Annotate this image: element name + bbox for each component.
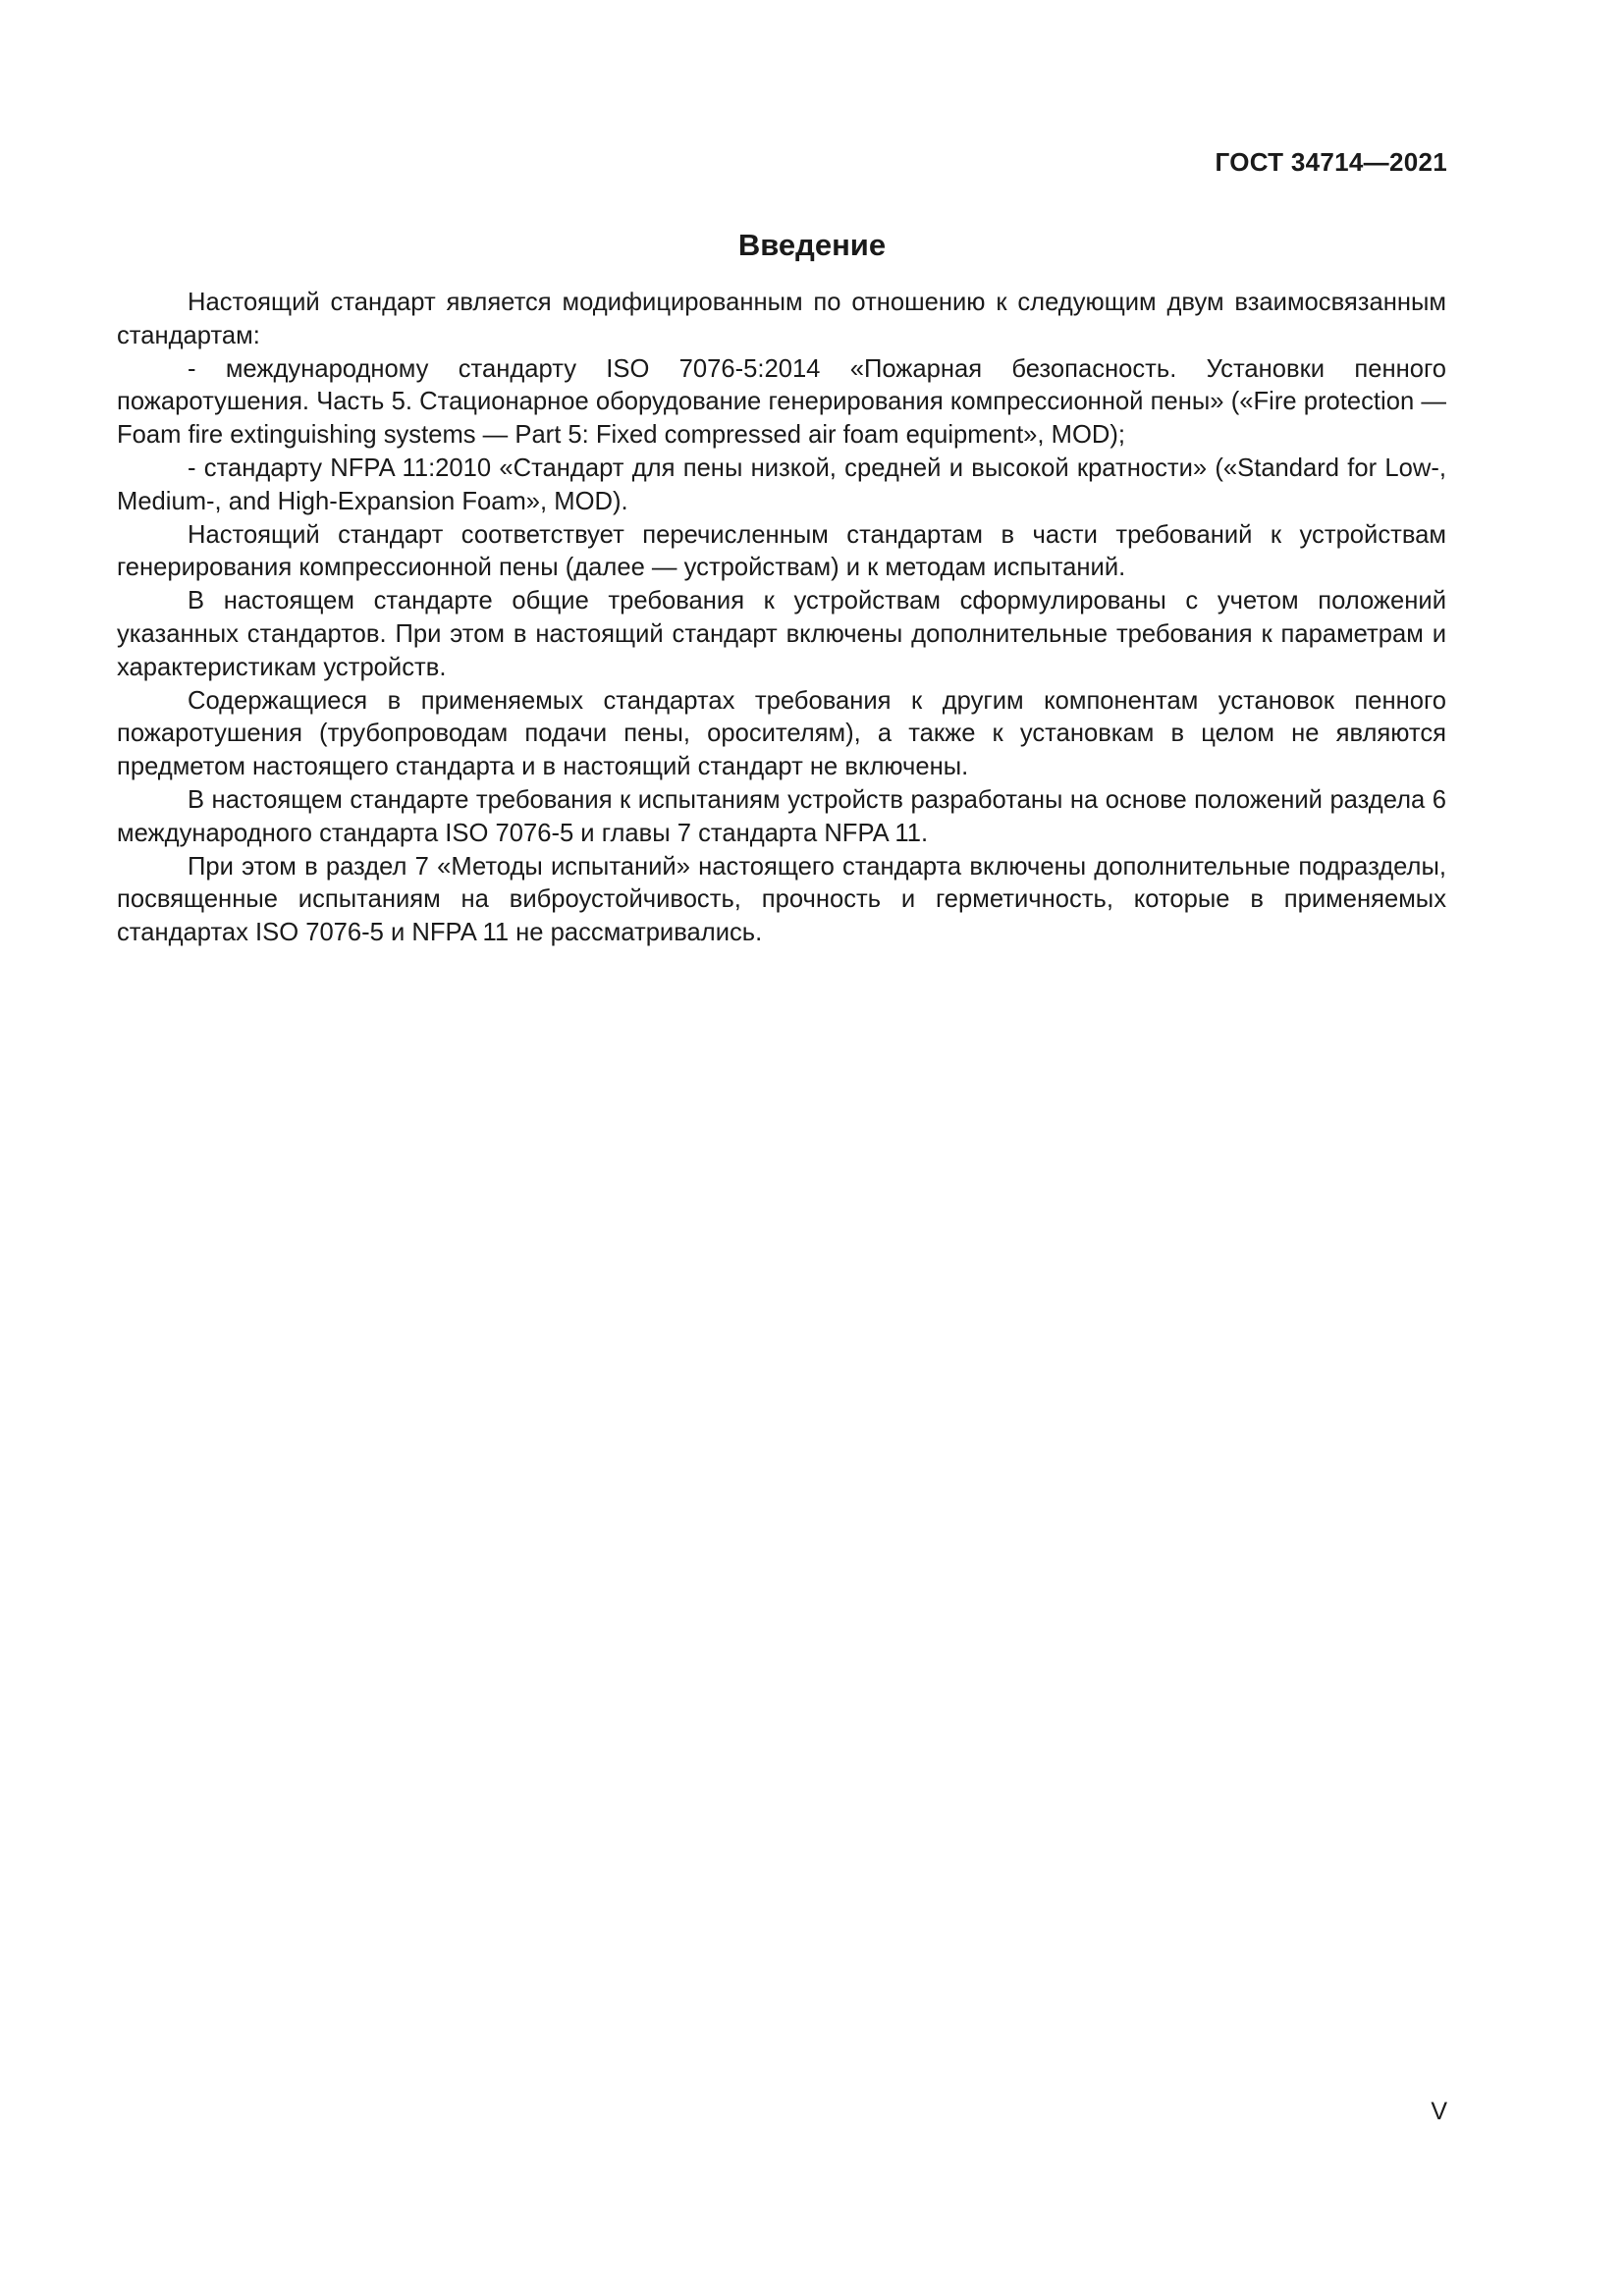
paragraph: Настоящий стандарт соответствует перечисленным стандартам в части требований к устройствам генерирования компрессионной пены (далее — устройствам) и к методам испытаний.	[117, 520, 1446, 582]
paragraph: При этом в раздел 7 «Методы испытаний» настоящего стандарта включены дополнительные подразделы, посвященные испытаниям на виброустойчивость, прочность и герметичность, которые в применяемых стандартах ISO 7076-5 и NFPA 11 не рассматривались.	[117, 852, 1446, 947]
paragraph: Настоящий стандарт является модифицированным по отношению к следующим двум взаимосвязанным стандартам:	[117, 289, 1446, 349]
section-title: Введение	[737, 228, 887, 262]
paragraph: В настоящем стандарте общие требования к устройствам сформулированы с учетом положений указанных стандартов. При этом в настоящий стандарт включены дополнительные требования к параметрам и характеристикам устройств.	[117, 587, 1446, 681]
paragraph: Содержащиеся в применяемых стандартах требования к другим компонентам установок пенного пожаротушения (трубопроводам подачи пены, оросителям), а также к установкам в целом не являются предметом настоящего стандарта и в настоящий стандарт не включены.	[117, 686, 1446, 781]
document-code: ГОСТ 34714—2021	[1215, 147, 1447, 177]
page-number: V	[1431, 2098, 1447, 2125]
paragraph: В настоящем стандарте требования к испытаниям устройств разработаны на основе положений раздела 6 международного стандарта ISO 7076-5 и главы 7 стандарта NFPA 11.	[117, 785, 1446, 847]
introduction-body	[117, 287, 1446, 950]
list-item: - стандарту NFPA 11:2010 «Стандарт для пены низкой, средней и высокой кратности» («Standard for Low-, Medium-, and High-Expansion Foam», MOD).	[117, 454, 1446, 515]
list-item: - международному стандарту ISO 7076-5:2014 «Пожарная безопасность. Установки пенного пожаротушения. Часть 5. Стационарное оборудование генерирования компрессионной пены» («Fire protection — Foam fire extinguishing systems — Part 5: Fixed compressed air foam equipment», MOD);	[117, 354, 1446, 450]
